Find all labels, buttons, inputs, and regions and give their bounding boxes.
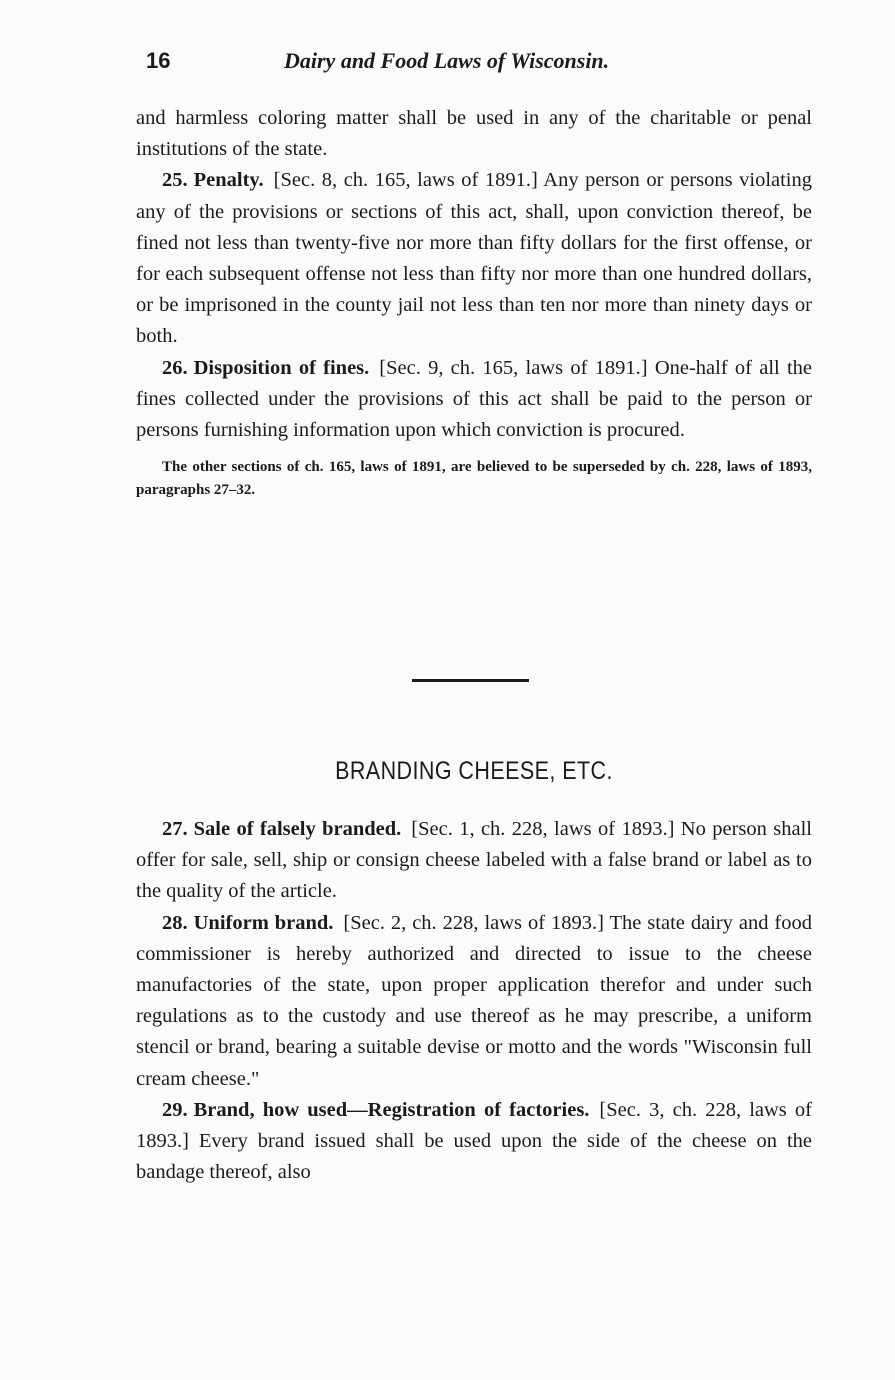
page-number: 16 bbox=[146, 48, 171, 73]
paragraph-29-brand-how-used bbox=[136, 1095, 812, 1189]
paragraph-27-sale-of-falsely-branded bbox=[136, 814, 812, 908]
paragraph-body: [Sec. 9, ch. 165, laws of 1891.] One-half of all the fines collected under the provisions of this act shall be paid to the person or persons furnishing information upon which conviction is procured. bbox=[136, 356, 812, 442]
paragraph-number: 25. bbox=[162, 169, 188, 192]
paragraph-body: [Sec. 2, ch. 228, laws of 1893.] The state dairy and food commissioner is hereby authorized and directed to issue to the cheese manufactories of the state, upon proper application therefor and under such regulations as to the custody and use thereof as he may prescribe, a uniform stencil or brand, bearing a suitable devise or motto and the words "Wisconsin full cream cheese." bbox=[136, 911, 812, 1090]
paragraph-body: and harmless coloring matter shall be used in any of the charitable or penal institutions of the state. bbox=[136, 107, 812, 161]
section-heading: BRANDING CHEESE, ETC. bbox=[335, 757, 613, 785]
paragraph-26-disposition-of-fines bbox=[136, 353, 812, 447]
paragraph-body: [Sec. 1, ch. 228, laws of 1893.] No person shall offer for sale, sell, ship or consign cheese labeled with a false brand or label as to the quality of the article. bbox=[136, 818, 812, 903]
paragraph-heading: Sale of falsely branded. bbox=[193, 818, 402, 840]
paragraph-28-uniform-brand bbox=[136, 908, 812, 1095]
bottom-text-block bbox=[136, 814, 812, 1188]
page-header bbox=[146, 48, 806, 82]
paragraph-heading: Disposition of fines. bbox=[193, 356, 370, 379]
paragraph-number: 28. bbox=[162, 911, 188, 934]
top-text-block bbox=[136, 103, 812, 502]
paragraph-number: 29. bbox=[162, 1098, 188, 1121]
paragraph-number: 26. bbox=[162, 356, 188, 379]
paragraph-heading: Penalty. bbox=[193, 169, 264, 192]
paragraph-continuation bbox=[136, 103, 812, 165]
paragraph-body: [Sec. 8, ch. 165, laws of 1891.] Any person or persons violating any of the provisions or sections of this act, shall, upon conviction thereof, be fined not less than twenty-five nor more than fifty dollars for the first offense, or for each subsequent offense not less than fifty nor more than one hundred dollars, or be imprisoned in the county jail not less than ten nor more than ninety days or both. bbox=[136, 169, 812, 348]
editorial-note: The other sections of ch. 165, laws of 1891, are believed to be superseded by ch. 228, laws of 1893, paragraphs 27–32. bbox=[136, 459, 812, 499]
paragraph-number: 27. bbox=[162, 818, 188, 840]
paragraph-body: [Sec. 3, ch. 228, laws of 1893.] Every brand issued shall be used upon the side of the cheese on the bandage thereof, also bbox=[136, 1098, 812, 1184]
paragraph-heading: Uniform brand. bbox=[193, 911, 334, 934]
running-title: Dairy and Food Laws of Wisconsin. bbox=[284, 48, 610, 73]
section-divider bbox=[412, 679, 529, 682]
paragraph-25-penalty bbox=[136, 165, 812, 352]
paragraph-heading: Brand, how used—Registration of factories. bbox=[193, 1098, 590, 1121]
